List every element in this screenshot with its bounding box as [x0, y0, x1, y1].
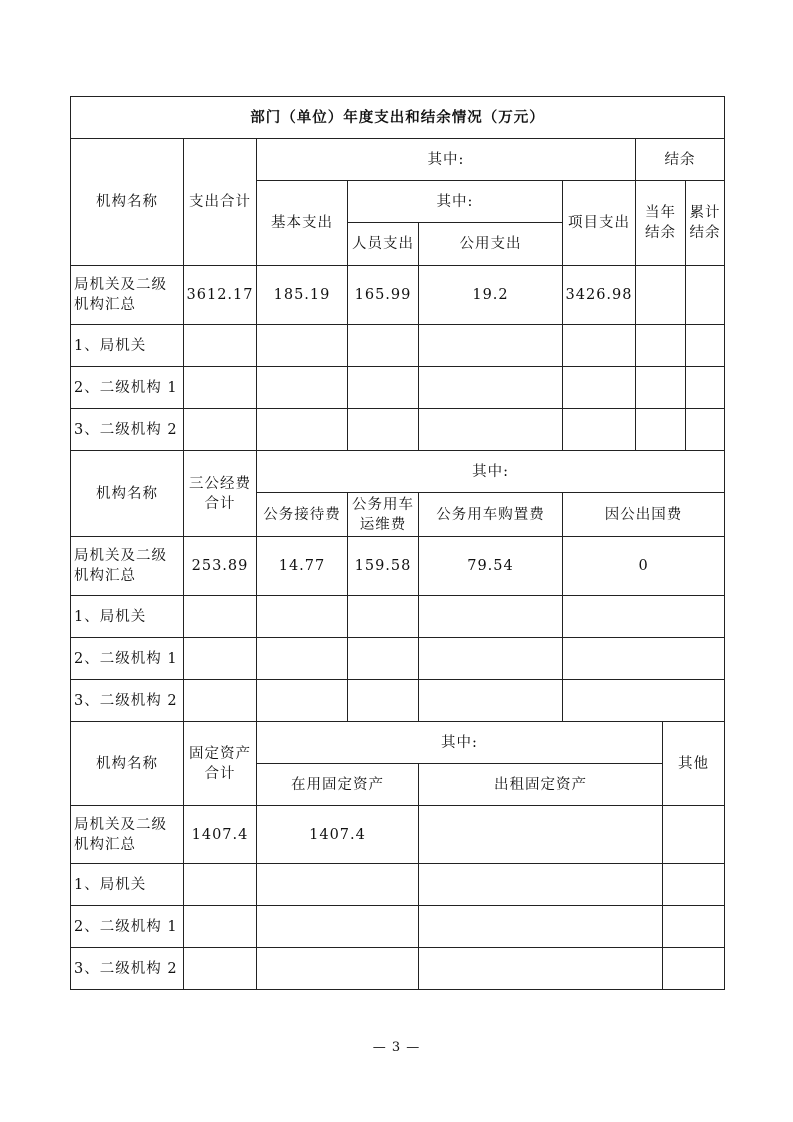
table-row	[71, 680, 725, 722]
row-label: 局机关及二级机构汇总	[71, 266, 184, 325]
s3-header-of-which: 其中:	[257, 722, 663, 764]
empty-cell	[663, 806, 725, 864]
table-row	[71, 596, 725, 638]
table-row	[71, 948, 725, 990]
row-label: 局机关及二级机构汇总	[71, 806, 184, 864]
row-label: 局机关及二级机构汇总	[71, 537, 184, 596]
s1-summary-basic: 185.19	[257, 266, 348, 325]
table-row	[71, 806, 725, 864]
empty-cell	[419, 806, 663, 864]
s2-header-of-which: 其中:	[257, 451, 725, 493]
s3-summary-in-use: 1407.4	[257, 806, 419, 864]
s2-summary-reception: 14.77	[257, 537, 348, 596]
s1-header-total: 支出合计	[184, 139, 257, 266]
s3-header-name: 机构名称	[71, 722, 184, 806]
table-row	[71, 409, 725, 451]
s2-header-reception: 公务接待费	[257, 493, 348, 537]
s3-summary-total: 1407.4	[184, 806, 257, 864]
s1-summary-personnel: 165.99	[348, 266, 419, 325]
s1-header-cum-balance: 累计结余	[686, 181, 725, 266]
s2-header-abroad: 因公出国费	[563, 493, 725, 537]
s3-header-leased: 出租固定资产	[419, 764, 663, 806]
s2-summary-total: 253.89	[184, 537, 257, 596]
row-label: 2、二级机构 1	[71, 906, 184, 948]
table-row	[71, 906, 725, 948]
s1-summary-total: 3612.17	[184, 266, 257, 325]
page-number: — 3 —	[372, 1040, 421, 1055]
row-label: 1、局机关	[71, 596, 184, 638]
report-table	[70, 96, 725, 990]
table-row	[71, 266, 725, 325]
empty-cell	[686, 266, 725, 325]
table-row	[71, 638, 725, 680]
row-label: 2、二级机构 1	[71, 638, 184, 680]
s2-summary-car-buy: 79.54	[419, 537, 563, 596]
s1-header-year-balance: 当年结余	[636, 181, 686, 266]
row-label: 3、二级机构 2	[71, 409, 184, 451]
s2-summary-abroad: 0	[563, 537, 725, 596]
s1-header-name: 机构名称	[71, 139, 184, 266]
s3-header-in-use: 在用固定资产	[257, 764, 419, 806]
s1-header-project: 项目支出	[563, 181, 636, 266]
s1-header-personnel: 人员支出	[348, 223, 419, 266]
s1-summary-public: 19.2	[419, 266, 563, 325]
s3-header-other: 其他	[663, 722, 725, 806]
table-row	[71, 325, 725, 367]
s2-header-car-ops: 公务用车运维费	[348, 493, 419, 537]
s1-header-public: 公用支出	[419, 223, 563, 266]
table-row	[71, 864, 725, 906]
table-title: 部门（单位）年度支出和结余情况（万元）	[71, 97, 725, 139]
s2-header-total: 三公经费合计	[184, 451, 257, 537]
s1-header-of-which: 其中:	[257, 139, 636, 181]
table-row	[71, 537, 725, 596]
s1-header-balance: 结余	[636, 139, 725, 181]
row-label: 1、局机关	[71, 325, 184, 367]
empty-cell	[636, 266, 686, 325]
expenditure-table	[70, 96, 724, 991]
s2-summary-car-ops: 159.58	[348, 537, 419, 596]
s1-header-of-which2: 其中:	[348, 181, 563, 223]
s1-summary-project: 3426.98	[563, 266, 636, 325]
row-label: 3、二级机构 2	[71, 680, 184, 722]
s1-header-basic: 基本支出	[257, 181, 348, 266]
row-label: 2、二级机构 1	[71, 367, 184, 409]
s2-header-name: 机构名称	[71, 451, 184, 537]
s3-header-total: 固定资产合计	[184, 722, 257, 806]
row-label: 3、二级机构 2	[71, 948, 184, 990]
s2-header-car-buy: 公务用车购置费	[419, 493, 563, 537]
table-row	[71, 367, 725, 409]
row-label: 1、局机关	[71, 864, 184, 906]
